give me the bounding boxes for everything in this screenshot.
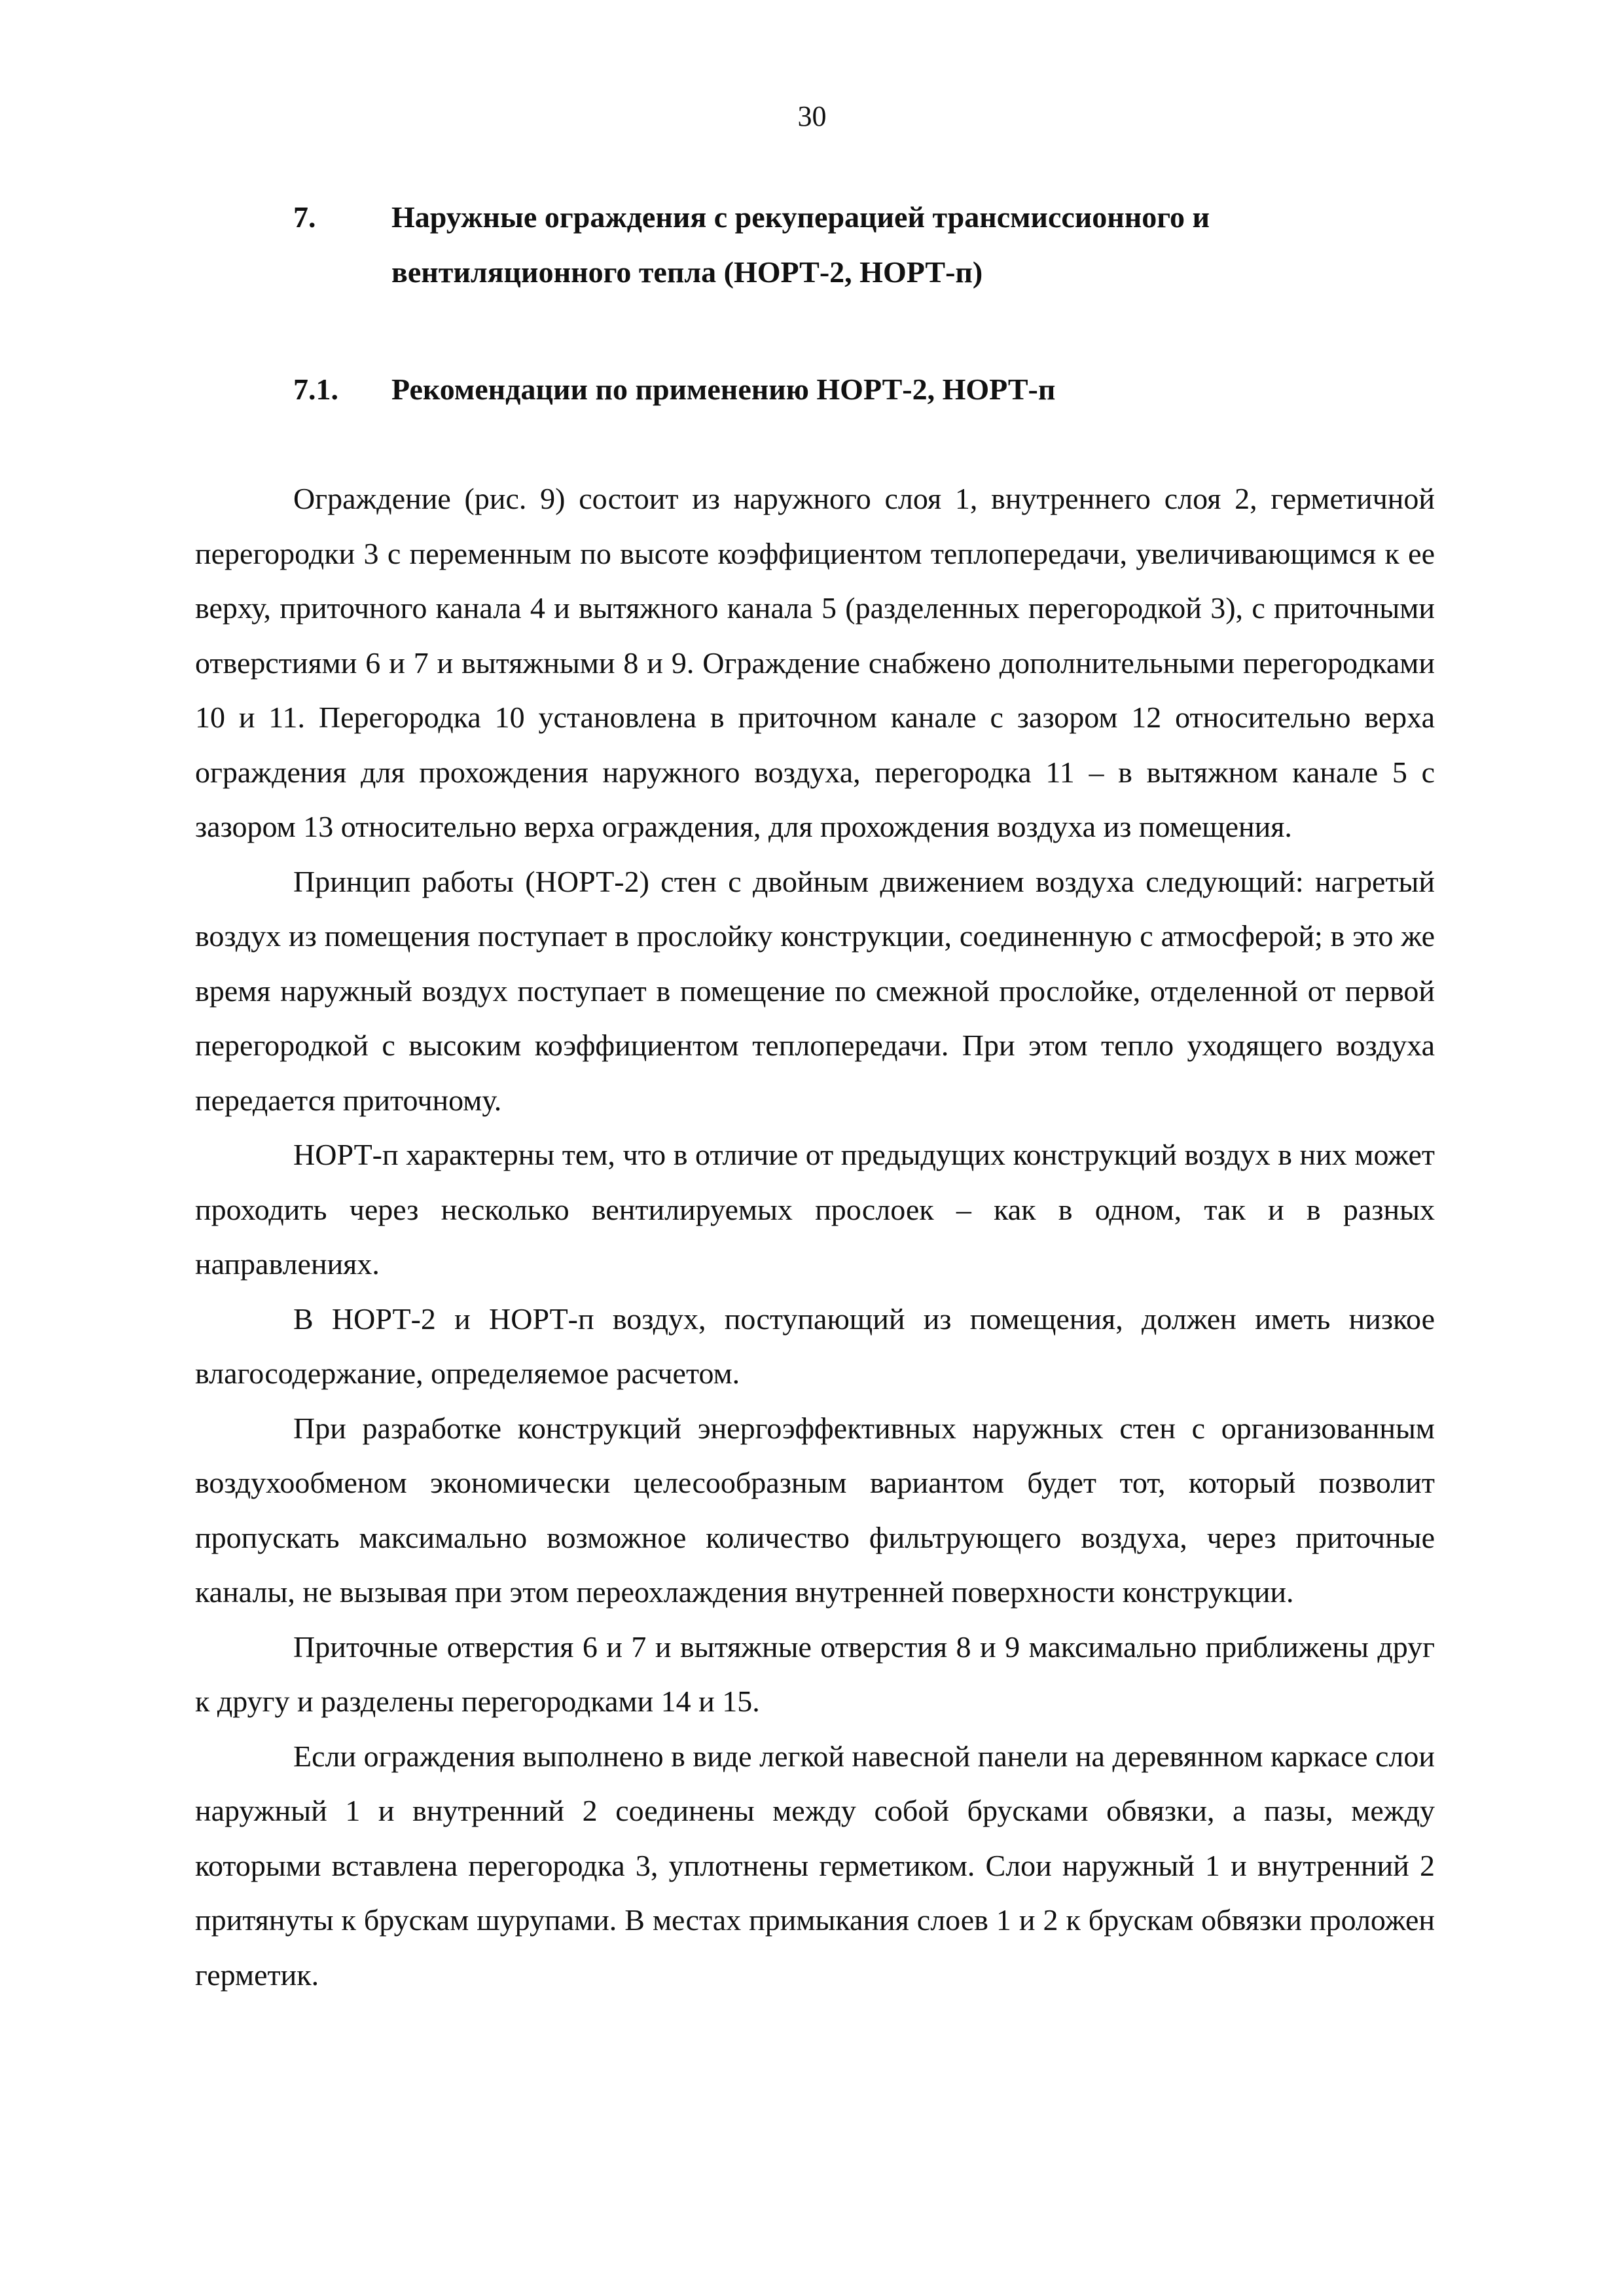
subsection-title: Рекомендации по применению НОРТ-2, НОРТ-п — [391, 373, 1056, 406]
paragraph: Ограждение (рис. 9) состоит из наружного слоя 1, внутреннего слоя 2, герметичной перегородки 3 с переменным по высоте коэффициентом теплопередачи, увеличивающимся к ее верху, приточного канала 4 и вытяжного канала 5 (разделенных перегородкой 3), с приточными отверстиями 6 и 7 и вытяжными 8 и 9. Ограждение снабжено дополнительными перегородками 10 и 11. Перегородка 10 установлена в приточном канале с зазором 12 относительно верха ограждения для прохождения наружного воздуха, перегородка 11 – в вытяжном канале 5 с зазором 13 относительно верха ограждения, для прохождения воздуха из помещения. — [195, 482, 1435, 843]
paragraph: НОРТ-п характерны тем, что в отличие от предыдущих конструкций воздух в них может проходить через несколько вентилируемых прослоек – как в одном, так и в разных направлениях. — [195, 1138, 1435, 1281]
body-text — [195, 471, 1435, 2002]
paragraph: Приточные отверстия 6 и 7 и вытяжные отверстия 8 и 9 максимально приближены друг к другу и разделены перегородками 14 и 15. — [195, 1630, 1435, 1718]
section-title: Наружные ограждения с рекуперацией трансмиссионного и вентиляционного тепла (НОРТ-2, НОРТ-п) — [391, 200, 1210, 289]
subsection-number: 7.1. — [293, 373, 338, 406]
page-number: 30 — [797, 100, 827, 132]
paragraph: Принцип работы (НОРТ-2) стен с двойным движением воздуха следующий: нагретый воздух из помещения поступает в прослойку конструкции, соединенную с атмосферой; в это же время наружный воздух поступает в помещение по смежной прослойке, отделенной от первой перегородкой с высоким коэффициентом теплопередачи. При этом тепло уходящего воздуха передается приточному. — [195, 864, 1435, 1117]
paragraph: В НОРТ-2 и НОРТ-п воздух, поступающий из помещения, должен иметь низкое влагосодержание, определяемое расчетом. — [195, 1302, 1435, 1390]
section-number: 7. — [293, 200, 316, 234]
paragraph: При разработке конструкций энергоэффективных наружных стен с организованным воздухообменом экономически целесообразным вариантом будет тот, который позволит пропускать максимально возможное количество фильтрующего воздуха, через приточные каналы, не вызывая при этом переохлаждения внутренней поверхности конструкции. — [195, 1411, 1435, 1609]
paragraph: Если ограждения выполнено в виде легкой навесной панели на деревянном каркасе слои наружный 1 и внутренний 2 соединены между собой брусками обвязки, а пазы, между которыми вставлена перегородка 3, уплотнены герметиком. Слои наружный 1 и внутренний 2 притянуты к брускам шурупами. В местах примыкания слоев 1 и 2 к брускам обвязки проложен герметик. — [195, 1739, 1435, 1992]
